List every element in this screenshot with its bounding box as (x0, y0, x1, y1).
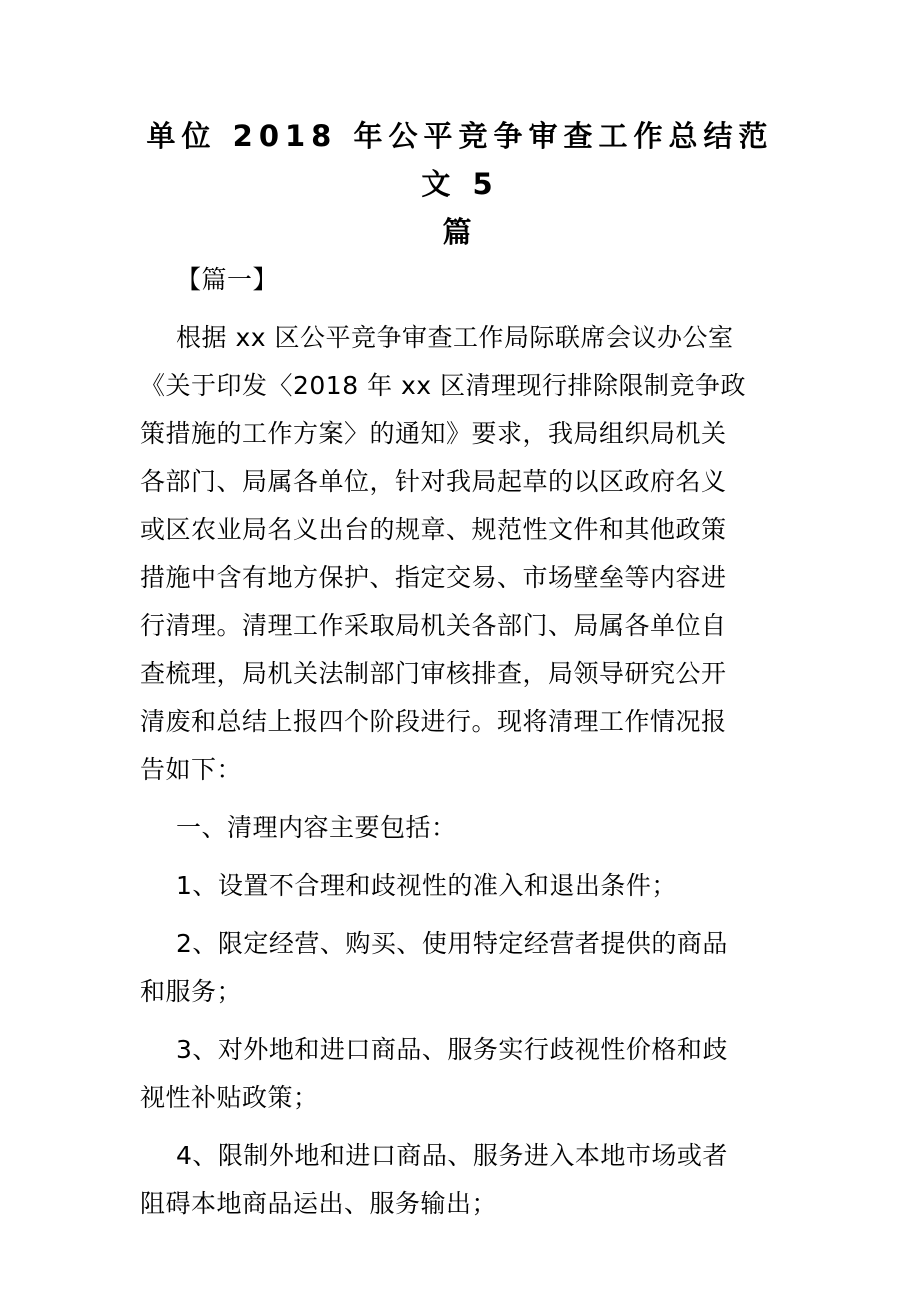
section-label (140, 256, 780, 304)
title-line-2: 篇 (442, 215, 478, 249)
section-heading-one (140, 804, 780, 852)
list-item-3 (140, 1026, 780, 1122)
list-item-line: 3、对外地和进口商品、服务实行歧视性价格和歧 (176, 1035, 728, 1064)
intro-line: 策措施的工作方案〉的通知》要求，我局组织局机关 (140, 419, 727, 448)
intro-line: 行清理。清理工作采取局机关各部门、局属各单位自 (140, 611, 727, 640)
intro-line: 措施中含有地方保护、指定交易、市场壁垒等内容进 (140, 563, 727, 592)
intro-line: 查梳理，局机关法制部门审核排查，局领导研究公开 (140, 659, 727, 688)
intro-paragraph (140, 314, 780, 794)
intro-line: 《关于印发〈2018 年 xx 区清理现行排除限制竞争政 (140, 371, 747, 400)
intro-line: 或区农业局名义出台的规章、规范性文件和其他政策 (140, 515, 727, 544)
list-item-line: 2、限定经营、购买、使用特定经营者提供的商品 (176, 929, 728, 958)
intro-line: 根据 xx 区公平竞争审查工作局际联席会议办公室 (176, 323, 734, 352)
document-body (140, 256, 780, 1238)
list-item-line: 和服务； (140, 977, 243, 1006)
title-line-1: 单位 2018 年公平竞争审查工作总结范文 5 (146, 119, 774, 201)
list-item-line: 4、限制外地和进口商品、服务进入本地市场或者 (176, 1141, 728, 1170)
list-item-line: 阻碍本地商品运出、服务输出； (140, 1189, 498, 1218)
intro-line: 各部门、局属各单位，针对我局起草的以区政府名义 (140, 467, 727, 496)
document-title (140, 112, 780, 256)
intro-line: 告如下： (140, 755, 243, 784)
intro-line: 清废和总结上报四个阶段进行。现将清理工作情况报 (140, 707, 727, 736)
list-item-line: 视性补贴政策； (140, 1083, 319, 1112)
list-item-4 (140, 1132, 780, 1228)
heading-one-text: 一、清理内容主要包括： (176, 813, 457, 842)
list-item-1 (140, 862, 780, 910)
list-item-2 (140, 920, 780, 1016)
section-label-text: 【篇一】 (176, 265, 279, 294)
list-item-line: 1、设置不合理和歧视性的准入和退出条件； (176, 871, 677, 900)
